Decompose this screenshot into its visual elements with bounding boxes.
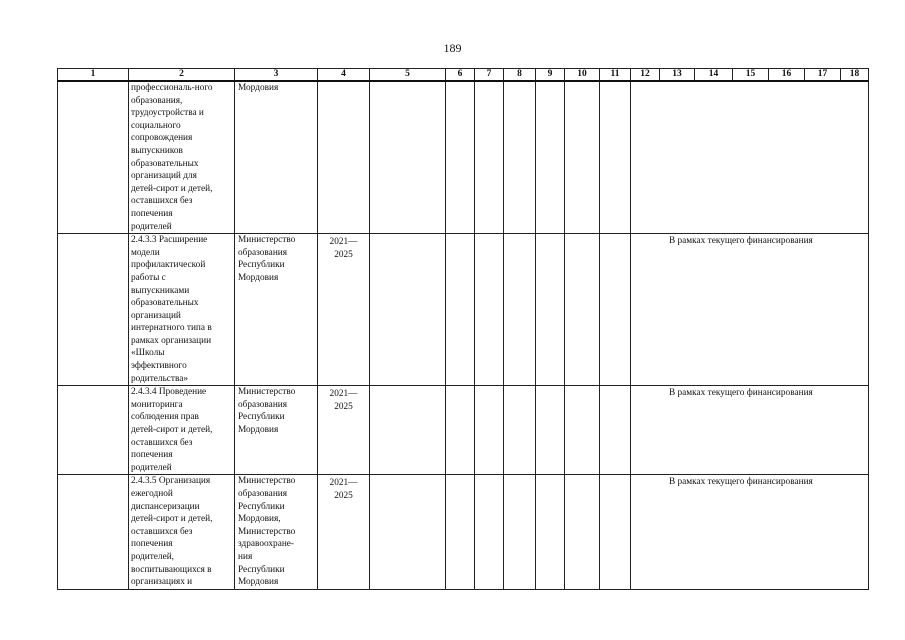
text-line: Мордовия bbox=[238, 425, 279, 436]
cell-activity bbox=[129, 475, 235, 589]
text-line: профилактической bbox=[131, 260, 206, 271]
text-line: Министерство bbox=[238, 235, 296, 246]
text-line: ежегодной bbox=[131, 489, 173, 499]
table-body bbox=[58, 81, 869, 589]
cell-responsible bbox=[235, 475, 318, 589]
text-line: воспитывающихся в bbox=[131, 564, 212, 575]
cell-col6 bbox=[446, 81, 475, 234]
text-line: образования bbox=[238, 489, 288, 499]
cell-col11 bbox=[600, 475, 631, 589]
column-header-15: 15 bbox=[733, 69, 769, 82]
column-header-1: 1 bbox=[58, 69, 129, 82]
text-line: Мордовия bbox=[238, 577, 279, 588]
table-row bbox=[58, 386, 869, 475]
text-line: оставшихся без bbox=[131, 437, 193, 448]
column-header-18: 18 bbox=[841, 69, 869, 82]
cell-col6 bbox=[446, 234, 475, 386]
text-line: Мордовия, bbox=[238, 514, 281, 525]
text-line: организаций для bbox=[131, 171, 197, 182]
column-header-4: 4 bbox=[318, 69, 370, 82]
column-header-10: 10 bbox=[565, 69, 600, 82]
cell-col1 bbox=[58, 81, 129, 234]
cell-col6 bbox=[446, 386, 475, 475]
text-line: образования, bbox=[131, 95, 183, 106]
text-line: Мордовия bbox=[238, 83, 279, 93]
text-line: эффективного bbox=[131, 361, 187, 372]
text-line: оставшихся без bbox=[131, 196, 193, 207]
text-line: мониторинга bbox=[131, 399, 183, 410]
text-line: 2021— bbox=[329, 478, 358, 489]
text-line: сопровождения bbox=[131, 133, 193, 144]
text-line: профессиональ-ного bbox=[131, 83, 213, 93]
cell-activity bbox=[129, 386, 235, 475]
text-line: 2025 bbox=[334, 401, 353, 412]
cell-funding: В рамках текущего финансирования bbox=[631, 475, 869, 589]
cell-col5 bbox=[370, 81, 446, 234]
cell-col9 bbox=[536, 81, 565, 234]
table-row bbox=[58, 81, 869, 234]
text-line: здравоохране- bbox=[238, 539, 295, 550]
cell-col11 bbox=[600, 234, 631, 386]
cell-responsible bbox=[235, 81, 318, 234]
cell-activity bbox=[129, 234, 235, 386]
cell-activity bbox=[129, 81, 235, 234]
table-row bbox=[58, 234, 869, 386]
text-line: Министерство bbox=[238, 387, 296, 398]
cell-period bbox=[318, 234, 370, 386]
cell-col7 bbox=[475, 81, 504, 234]
text-line: соблюдения прав bbox=[131, 412, 199, 423]
text-line: Мордовия bbox=[238, 272, 279, 283]
text-line: образовательных bbox=[131, 158, 199, 169]
plan-table bbox=[57, 68, 869, 590]
cell-col5 bbox=[370, 234, 446, 386]
text-line: модели bbox=[131, 247, 160, 258]
column-header-7: 7 bbox=[475, 69, 504, 82]
page-number: 189 bbox=[443, 41, 462, 55]
cell-col10 bbox=[565, 234, 600, 386]
cell-responsible bbox=[235, 234, 318, 386]
column-header-11: 11 bbox=[600, 69, 631, 82]
text-line: детей-сирот и детей, bbox=[131, 425, 213, 436]
cell-col10 bbox=[565, 475, 600, 589]
table-row bbox=[58, 475, 869, 589]
cell-col5 bbox=[370, 386, 446, 475]
cell-col10 bbox=[565, 386, 600, 475]
cell-responsible bbox=[235, 386, 318, 475]
cell-col8 bbox=[504, 475, 536, 589]
cell-col5 bbox=[370, 475, 446, 589]
text-line: интернатного типа в bbox=[131, 323, 212, 334]
text-line: 2025 bbox=[334, 491, 353, 501]
text-line: 2021— bbox=[329, 237, 358, 248]
text-line: образования bbox=[238, 247, 288, 258]
text-line: 2.4.3.4 Проведение bbox=[131, 387, 207, 398]
text-line: Республики bbox=[238, 501, 285, 512]
text-line: родительства» bbox=[131, 373, 189, 384]
column-header-8: 8 bbox=[504, 69, 536, 82]
text-line: организаций bbox=[131, 310, 181, 321]
text-line: родителей bbox=[131, 221, 172, 232]
cell-funding: В рамках текущего финансирования bbox=[631, 234, 869, 386]
cell-col1 bbox=[58, 386, 129, 475]
header-row bbox=[58, 69, 869, 82]
cell-funding: В рамках текущего финансирования bbox=[631, 386, 869, 475]
text-line: попечения bbox=[131, 539, 173, 550]
cell-col6 bbox=[446, 475, 475, 589]
column-header-17: 17 bbox=[805, 69, 841, 82]
column-header-9: 9 bbox=[536, 69, 565, 82]
text-line: попечения bbox=[131, 208, 173, 219]
cell-funding bbox=[631, 81, 869, 234]
cell-col11 bbox=[600, 386, 631, 475]
column-header-3: 3 bbox=[235, 69, 318, 82]
text-line: выпускниками bbox=[131, 285, 190, 296]
cell-col8 bbox=[504, 81, 536, 234]
text-line: Министерство bbox=[238, 476, 296, 487]
cell-col8 bbox=[504, 386, 536, 475]
text-line: Министерство bbox=[238, 526, 296, 537]
text-line: 2025 bbox=[334, 249, 353, 260]
cell-period bbox=[318, 386, 370, 475]
cell-col1 bbox=[58, 475, 129, 589]
text-line: оставшихся без bbox=[131, 526, 193, 537]
text-line: Республики bbox=[238, 564, 285, 575]
text-line: Республики bbox=[238, 412, 285, 423]
text-line: 2.4.3.5 Организация bbox=[131, 476, 211, 487]
cell-col1 bbox=[58, 234, 129, 386]
text-line: детей-сирот и детей, bbox=[131, 514, 213, 525]
text-line: образования bbox=[238, 399, 288, 410]
column-header-13: 13 bbox=[660, 69, 695, 82]
cell-col7 bbox=[475, 234, 504, 386]
cell-col7 bbox=[475, 386, 504, 475]
text-line: диспансеризации bbox=[131, 501, 200, 512]
text-line: трудоустройства и bbox=[131, 108, 204, 119]
text-line: родителей, bbox=[131, 551, 174, 562]
text-line: детей-сирот и детей, bbox=[131, 183, 213, 194]
cell-col8 bbox=[504, 234, 536, 386]
text-line: работы с bbox=[131, 272, 166, 283]
text-line: Республики bbox=[238, 260, 285, 271]
text-line: рамках организации bbox=[131, 335, 212, 346]
column-header-5: 5 bbox=[370, 69, 446, 82]
cell-col9 bbox=[536, 234, 565, 386]
cell-period bbox=[318, 475, 370, 589]
text-line: образовательных bbox=[131, 298, 199, 309]
column-header-6: 6 bbox=[446, 69, 475, 82]
cell-period bbox=[318, 81, 370, 234]
text-line: 2.4.3.3 Расширение bbox=[131, 235, 208, 246]
column-header-2: 2 bbox=[129, 69, 235, 82]
text-line: организациях и bbox=[131, 577, 193, 588]
column-header-12: 12 bbox=[631, 69, 660, 82]
text-line: попечения bbox=[131, 450, 173, 461]
cell-col10 bbox=[565, 81, 600, 234]
text-line: «Школы bbox=[131, 348, 165, 359]
text-line: ния bbox=[238, 551, 253, 562]
cell-col11 bbox=[600, 81, 631, 234]
text-line: выпускников bbox=[131, 145, 183, 156]
text-line: родителей bbox=[131, 462, 172, 473]
column-header-16: 16 bbox=[769, 69, 805, 82]
text-line: 2021— bbox=[329, 389, 358, 400]
column-header-14: 14 bbox=[695, 69, 733, 82]
cell-col7 bbox=[475, 475, 504, 589]
cell-col9 bbox=[536, 386, 565, 475]
cell-col9 bbox=[536, 475, 565, 589]
text-line: социального bbox=[131, 120, 181, 131]
